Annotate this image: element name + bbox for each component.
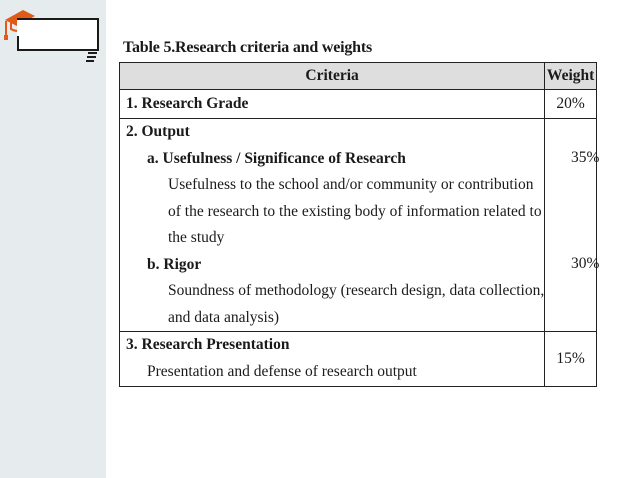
criteria-research-presentation: 3. Research Presentation: [126, 336, 290, 353]
weight-column-header: Weight: [545, 63, 597, 90]
criteria-output: 2. Output: [126, 123, 190, 140]
left-side-panel: [0, 0, 106, 478]
criteria-output-cell: [120, 119, 545, 332]
criteria-research-grade: 1. Research Grade: [120, 90, 545, 119]
weight-usefulness: 35%: [571, 149, 600, 166]
description-line: Presentation and defense of research output: [147, 362, 417, 380]
description-line: the study: [168, 229, 225, 246]
table-row: [120, 332, 597, 387]
weight-rigor: 30%: [571, 255, 600, 272]
logo-frame: [17, 18, 99, 51]
criteria-table: [119, 62, 600, 387]
criteria-column-header: Criteria: [120, 63, 545, 90]
subcriteria-rigor: b. Rigor: [147, 255, 202, 273]
description-line: Soundness of methodology (research design, data collection,: [168, 282, 545, 299]
description-line: and data analysis): [168, 308, 280, 326]
table-row: [120, 119, 597, 332]
weight-research-presentation: 15%: [545, 332, 597, 387]
menu-lines-icon: [86, 51, 98, 63]
description-line: of the research to the existing body of information related to: [168, 202, 542, 220]
table-row: [120, 90, 597, 119]
criteria-presentation-cell: [120, 332, 545, 387]
weight-research-grade: 20%: [545, 90, 597, 119]
table-caption: Table 5.Research criteria and weights: [123, 39, 373, 56]
table-header-row: [120, 63, 597, 90]
weight-output-cell: [545, 119, 600, 332]
description-line: Usefulness to the school and/or community or contribution: [168, 176, 534, 193]
subcriteria-usefulness: a. Usefulness / Significance of Research: [147, 149, 406, 167]
logo-frame-edge: [17, 36, 19, 51]
